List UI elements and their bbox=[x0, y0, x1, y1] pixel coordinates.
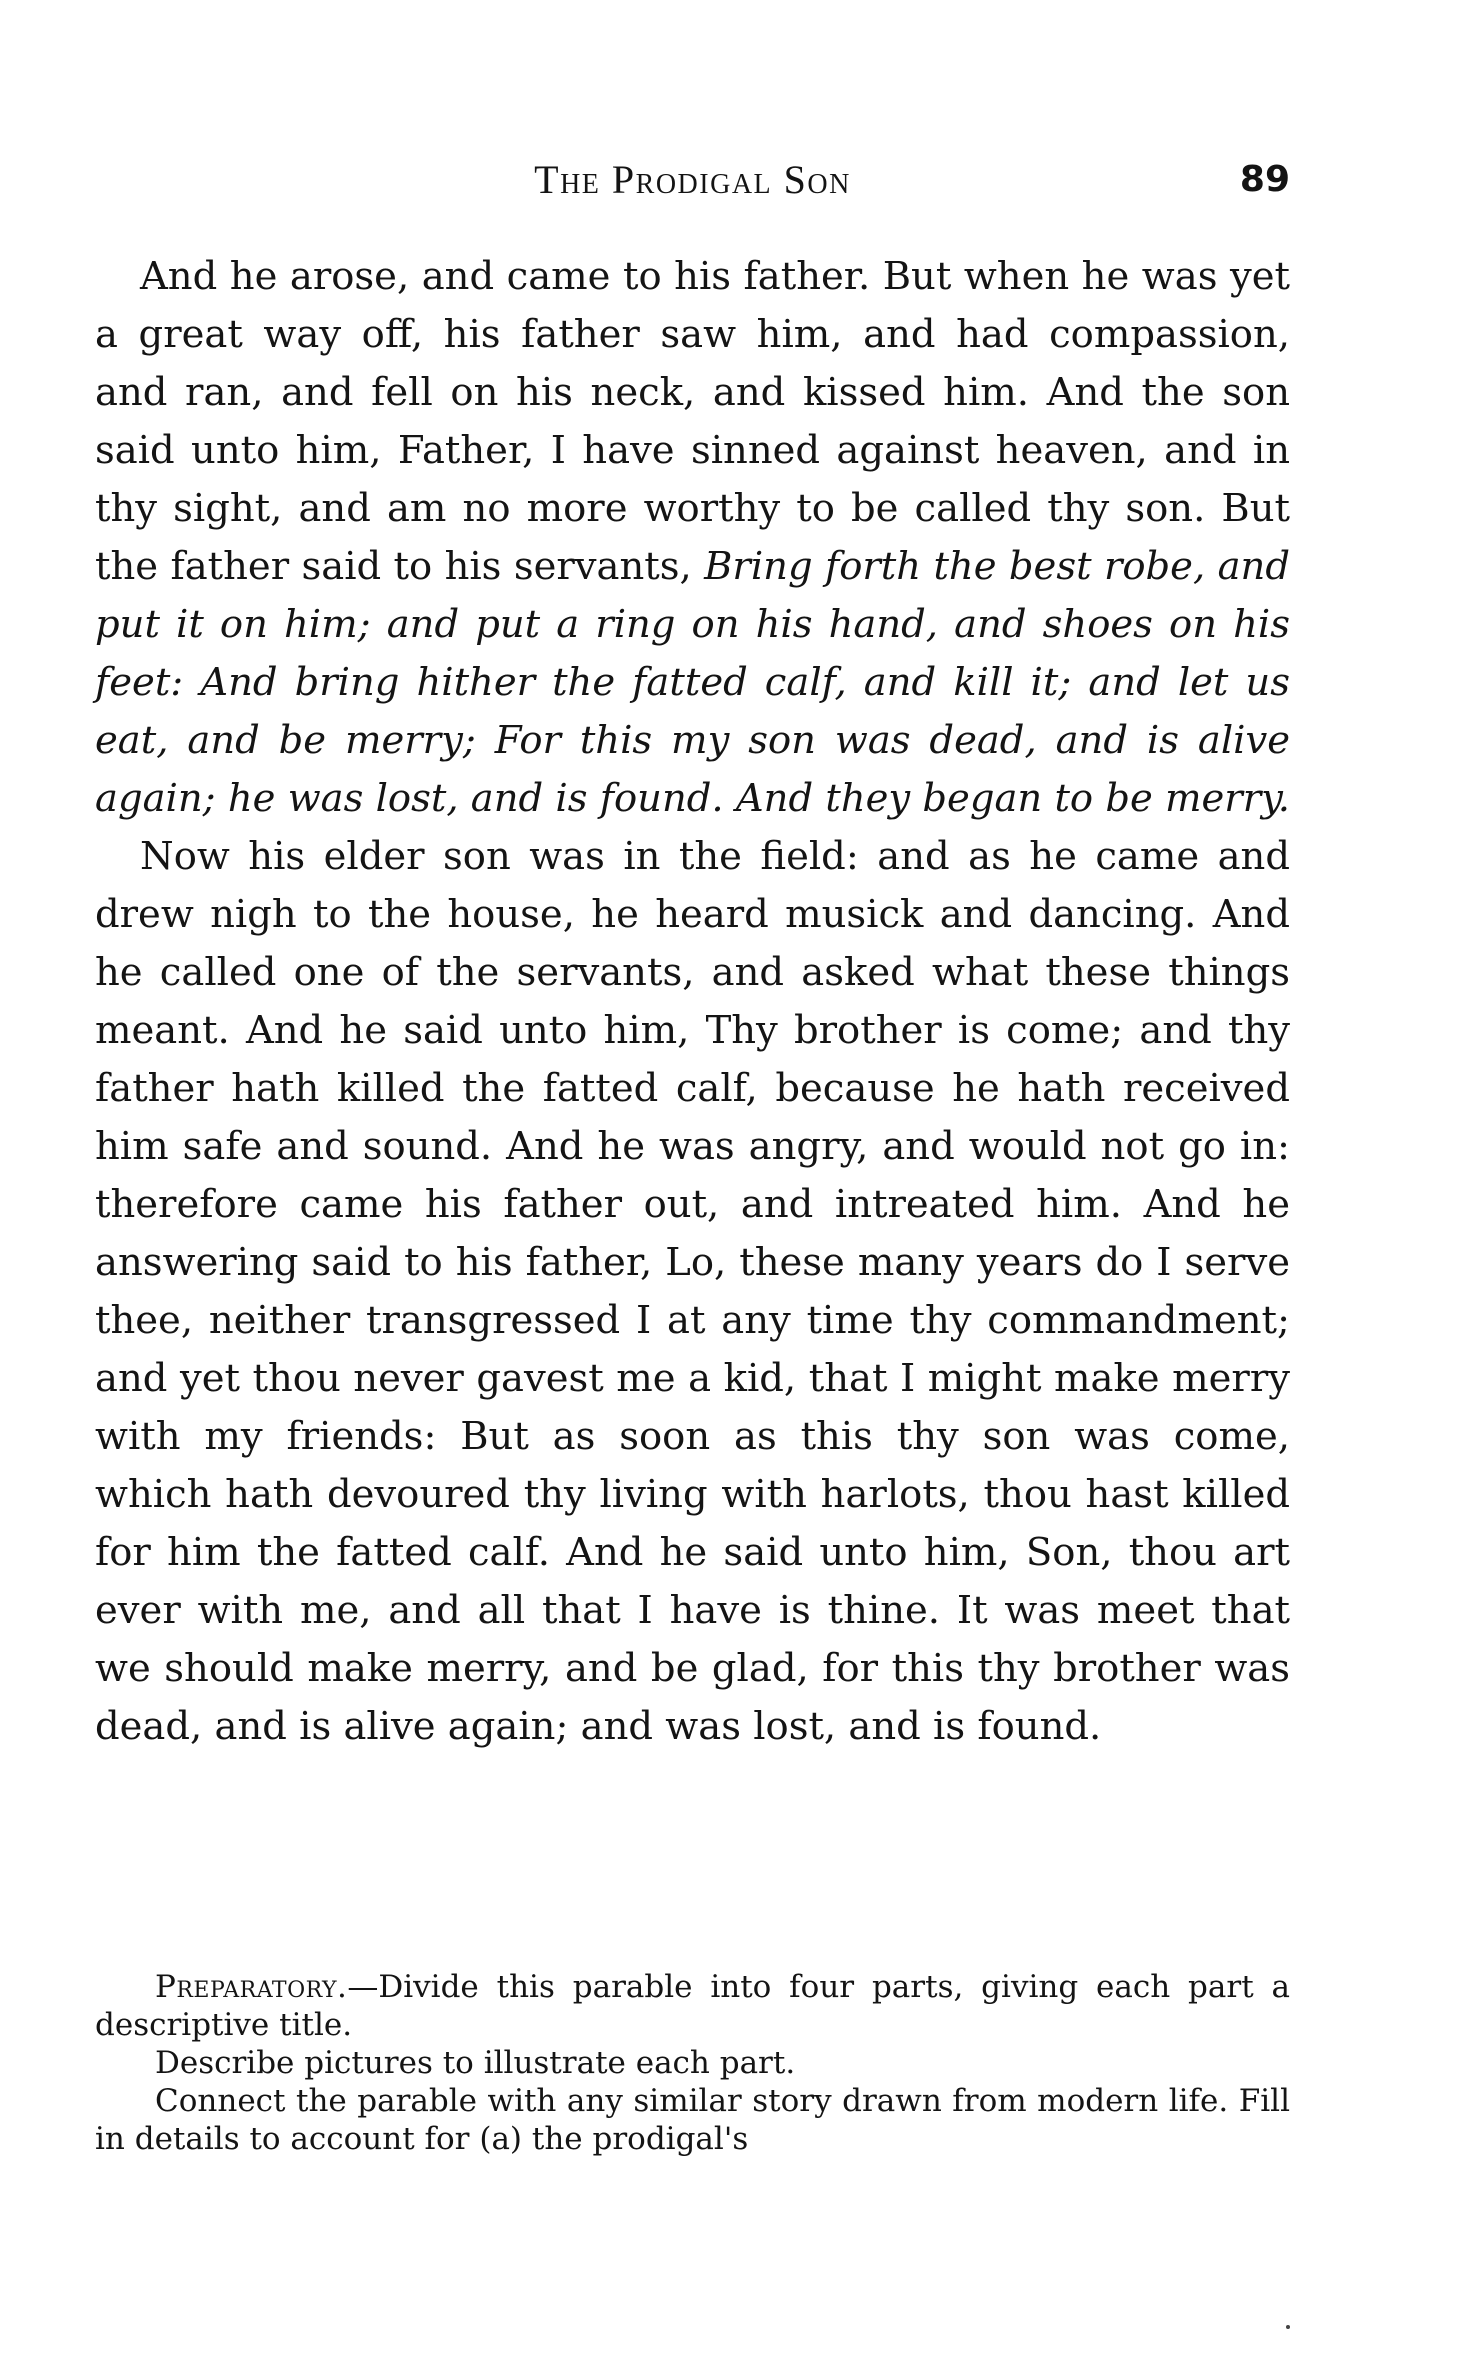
scripture-text bbox=[95, 248, 1290, 1756]
preparatory-notes bbox=[95, 1968, 1290, 2158]
paragraph-1-plain: And he arose, and came to his father. But when he was yet a great way off, his father saw him, and had compassion, and ran, and fell on his neck, and kissed him. And the son said unto him, Father, I have sinned against heaven, and in thy sight, and am no more worthy to be called thy son. But the father said to his servants, bbox=[95, 254, 1290, 589]
note-2: Describe pictures to illustrate each part. bbox=[155, 2045, 796, 2081]
running-header bbox=[95, 150, 1290, 210]
chapter-title: The Prodigal Son bbox=[534, 157, 851, 202]
note-label: Preparatory. bbox=[155, 1969, 348, 2005]
note-1-text: —Divide this parable into four parts, giving each part a descriptive title. bbox=[95, 1969, 1290, 2043]
page-number: 89 bbox=[1239, 159, 1290, 200]
print-speck bbox=[1286, 2325, 1290, 2329]
note-1 bbox=[95, 1968, 1290, 2044]
note-3: Connect the parable with any similar story drawn from modern life. Fill in details to account for (a) the prodigal's bbox=[95, 2083, 1290, 2157]
paragraph-2: Now his elder son was in the field: and as he came and drew nigh to the house, he heard musick and dancing. And he called one of the servants, and asked what these things meant. And he said unto him, Thy brother is come; and thy father hath killed the fatted calf, because he hath received him safe and sound. And he was angry, and would not go in: therefore came his father out, and intreated him. And he answering said to his father, Lo, these many years do I serve thee, neither transgressed I at any time thy commandment; and yet thou never gavest me a kid, that I might make merry with my friends: But as soon as this thy son was come, which hath devoured thy living with harlots, thou hast killed for him the fatted calf. And he said unto him, Son, thou art ever with me, and all that I have is thine. It was meet that we should make merry, and be glad, for this thy brother was dead, and is alive again; and was lost, and is found. bbox=[95, 834, 1290, 1749]
paragraph-1 bbox=[95, 248, 1290, 828]
paragraph-1-italic: Bring forth the best robe, and put it on him; and put a ring on his hand, and shoes on his feet: And bring hither the fatted calf, and kill it; and let us eat, and be merry; For this my son was dead, and is alive again; he was lost, and is found. And they began to be merry. bbox=[95, 544, 1290, 821]
